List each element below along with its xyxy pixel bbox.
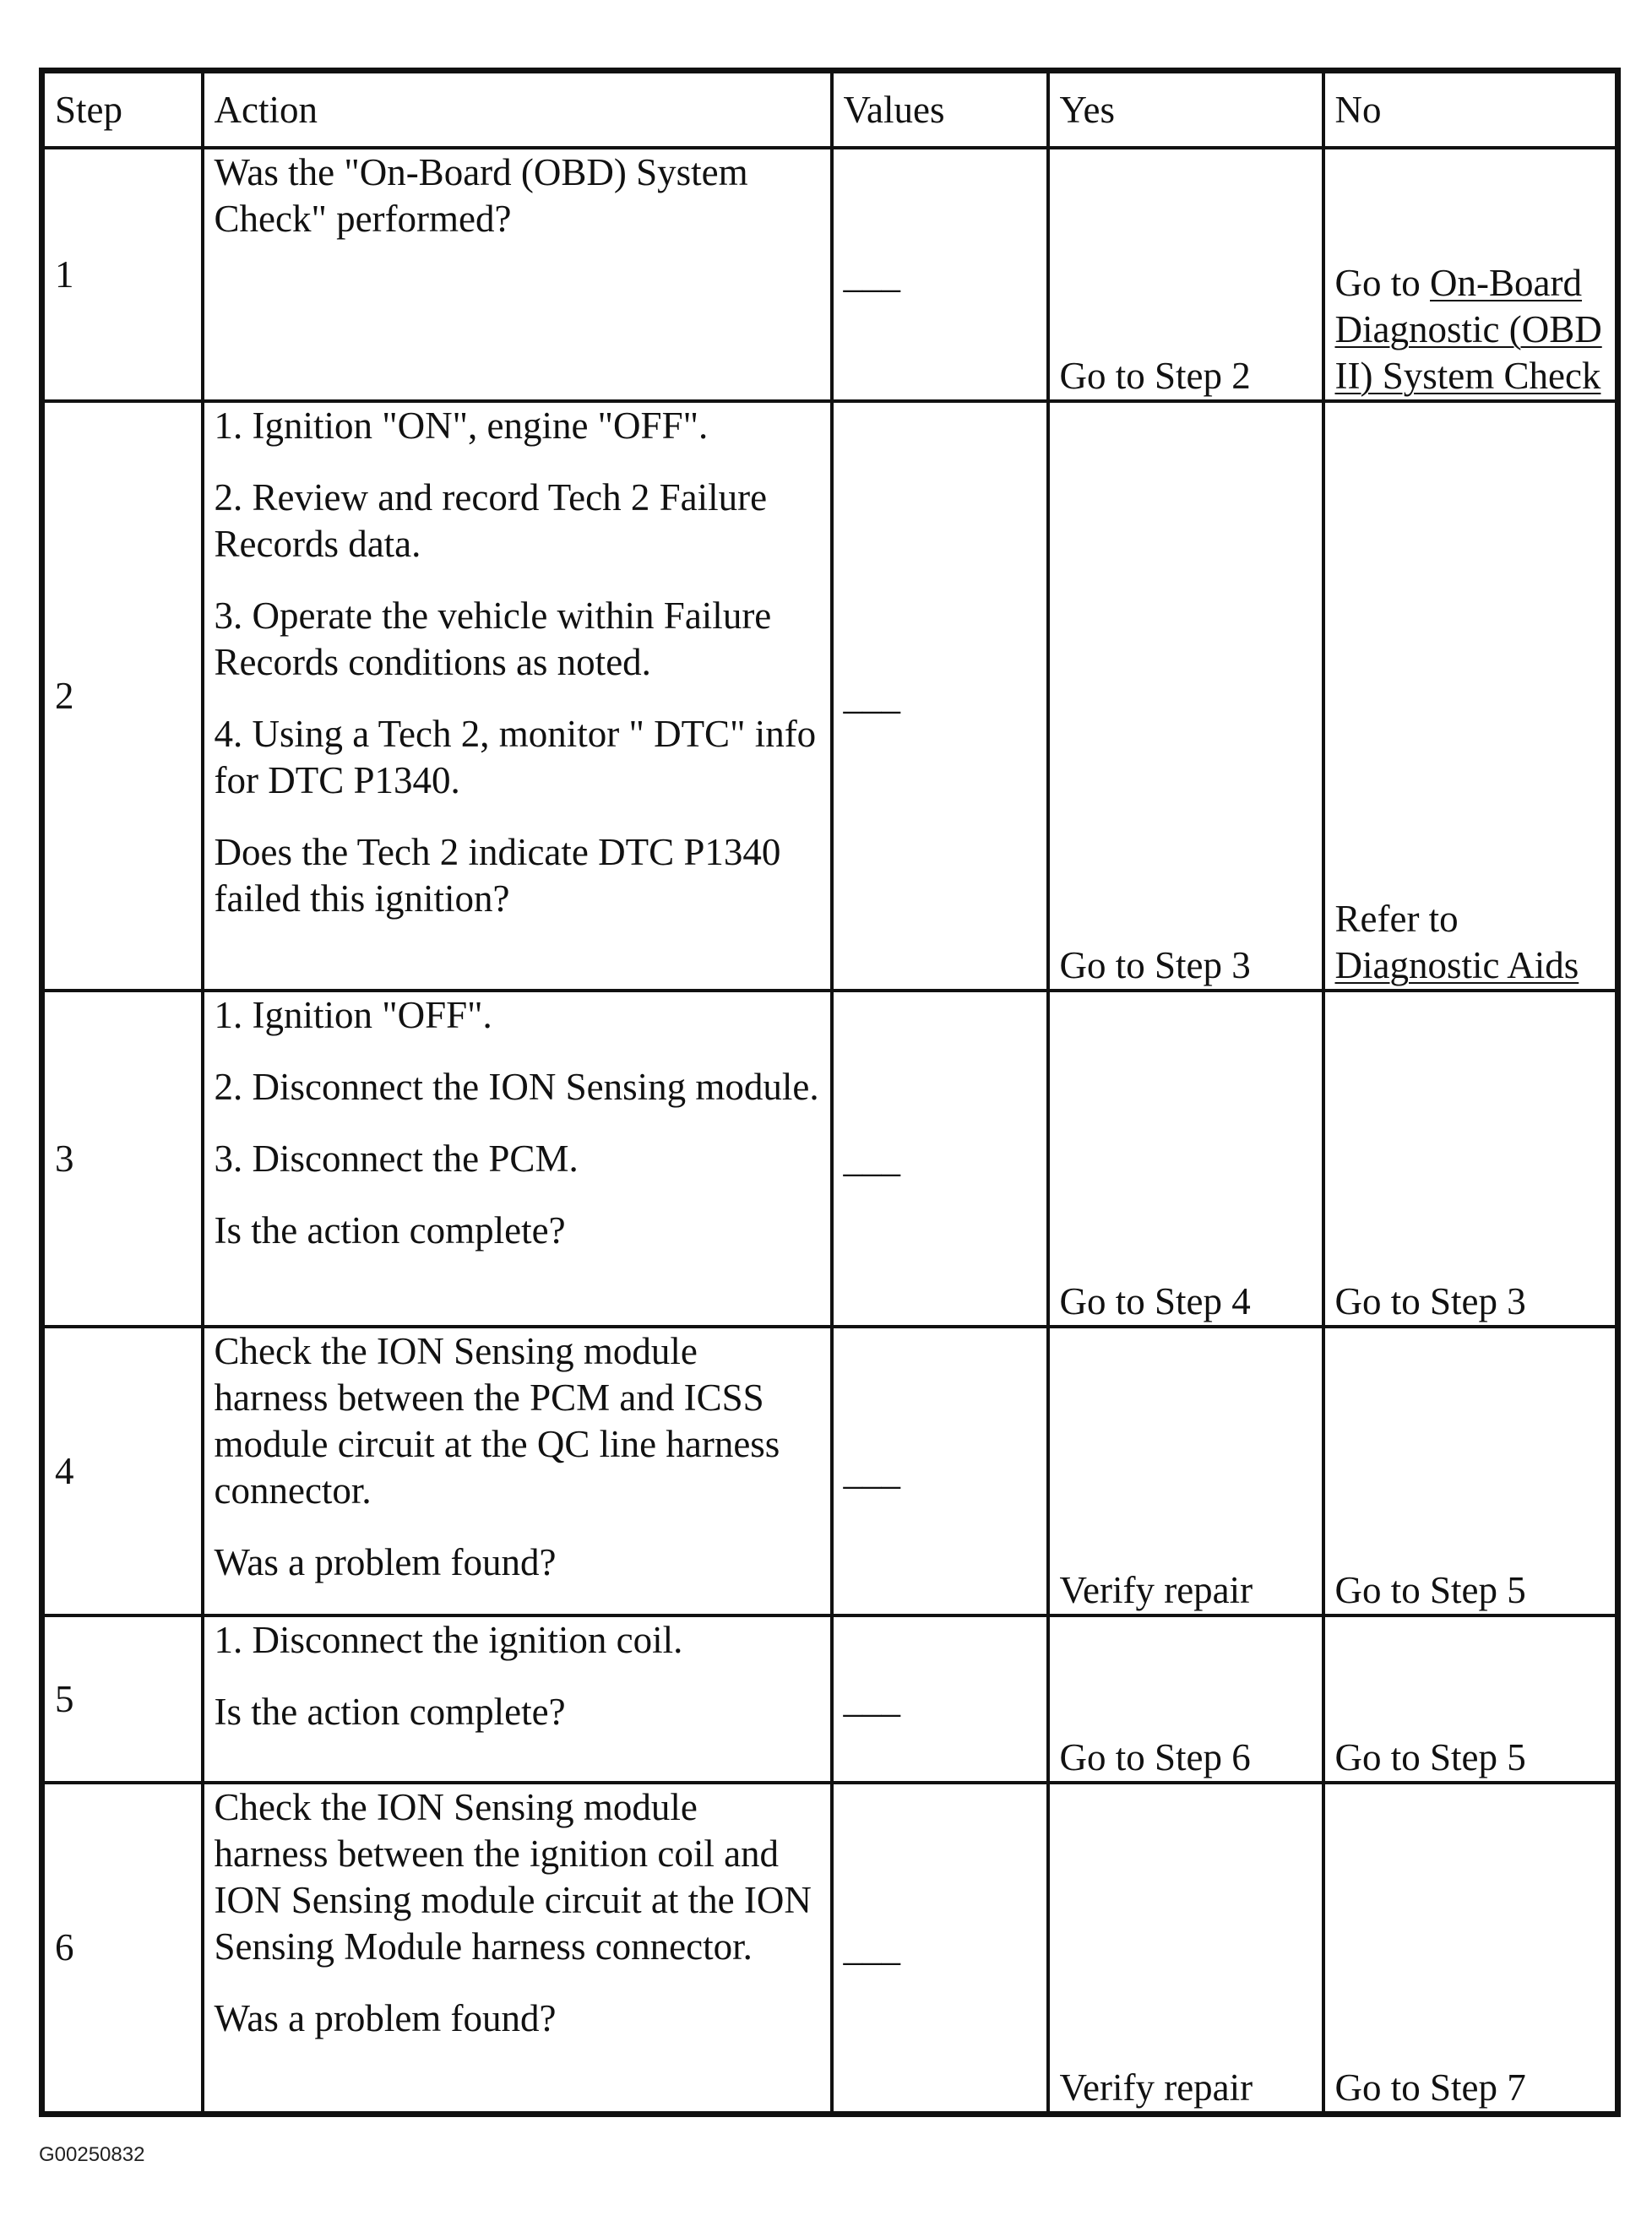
action-text: 3. Disconnect the PCM.	[214, 1138, 579, 1180]
values-cell: ___	[832, 1615, 1048, 1783]
step-number: 3	[42, 991, 203, 1327]
step-number: 1	[42, 148, 203, 401]
action-cell	[203, 148, 832, 401]
yes-cell: Verify repair	[1048, 1783, 1323, 2114]
header-step: Step	[42, 71, 203, 149]
values-cell: ___	[832, 1327, 1048, 1615]
values-cell: ___	[832, 148, 1048, 401]
header-action: Action	[203, 71, 832, 149]
yes-cell: Go to Step 2	[1048, 148, 1323, 401]
action-text: 2. Disconnect the ION Sensing module.	[214, 1066, 819, 1108]
action-text: 2. Review and record Tech 2 Failure Records data.	[214, 476, 768, 565]
table-row	[42, 1615, 1618, 1783]
no-cell	[1323, 401, 1618, 991]
values-cell: ___	[832, 401, 1048, 991]
action-cell	[203, 991, 832, 1327]
table-row	[42, 148, 1618, 401]
header-row	[42, 71, 1618, 149]
no-cell: Go to Step 5	[1323, 1615, 1618, 1783]
table-row	[42, 1783, 1618, 2114]
no-prefix: Refer to	[1334, 898, 1459, 940]
action-question: Was a problem found?	[214, 1997, 557, 2039]
action-text: 3. Operate the vehicle within Failure Records conditions as noted.	[214, 595, 772, 683]
diagnostic-table	[39, 68, 1621, 2117]
yes-cell: Verify repair	[1048, 1327, 1323, 1615]
yes-cell: Go to Step 3	[1048, 401, 1323, 991]
no-cell: Go to Step 5	[1323, 1327, 1618, 1615]
action-question: Is the action complete?	[214, 1691, 566, 1733]
header-yes: Yes	[1048, 71, 1323, 149]
values-cell: ___	[832, 1783, 1048, 2114]
step-number: 5	[42, 1615, 203, 1783]
no-prefix: Go to	[1334, 262, 1430, 304]
action-cell	[203, 1615, 832, 1783]
action-text: Check the ION Sensing module harness between the ignition coil and ION Sensing module circuit at the ION Sensing Module harness connector.	[214, 1786, 812, 1968]
step-number: 2	[42, 401, 203, 991]
action-cell	[203, 401, 832, 991]
header-no: No	[1323, 71, 1618, 149]
step-number: 4	[42, 1327, 203, 1615]
action-text: 1. Ignition "OFF".	[214, 994, 492, 1036]
yes-cell: Go to Step 6	[1048, 1615, 1323, 1783]
action-cell	[203, 1327, 832, 1615]
no-cell: Go to Step 3	[1323, 991, 1618, 1327]
obd-system-check-link[interactable]: On-Board Diagnostic (OBD II) System Check	[1334, 262, 1602, 397]
action-question: Is the action complete?	[214, 1209, 566, 1252]
header-values: Values	[832, 71, 1048, 149]
table-row	[42, 991, 1618, 1327]
action-text: 4. Using a Tech 2, monitor " DTC" info for DTC P1340.	[214, 713, 817, 801]
step-number: 6	[42, 1783, 203, 2114]
action-cell	[203, 1783, 832, 2114]
table-row	[42, 401, 1618, 991]
action-question: Was a problem found?	[214, 1541, 557, 1583]
action-text: 1. Ignition "ON", engine "OFF".	[214, 405, 709, 447]
action-text: 1. Disconnect the ignition coil.	[214, 1619, 683, 1661]
values-cell: ___	[832, 991, 1048, 1327]
action-question: Does the Tech 2 indicate DTC P1340 failed this ignition?	[214, 831, 781, 920]
action-text: Check the ION Sensing module harness between the PCM and ICSS module circuit at the QC line harness connector.	[214, 1330, 780, 1512]
diagnostic-aids-link[interactable]: Diagnostic Aids	[1334, 944, 1579, 986]
yes-cell: Go to Step 4	[1048, 991, 1323, 1327]
table-row	[42, 1327, 1618, 1615]
no-cell	[1323, 148, 1618, 401]
figure-id: G00250832	[39, 2143, 145, 2166]
action-text: Was the "On-Board (OBD) System Check" performed?	[214, 151, 748, 240]
no-cell: Go to Step 7	[1323, 1783, 1618, 2114]
